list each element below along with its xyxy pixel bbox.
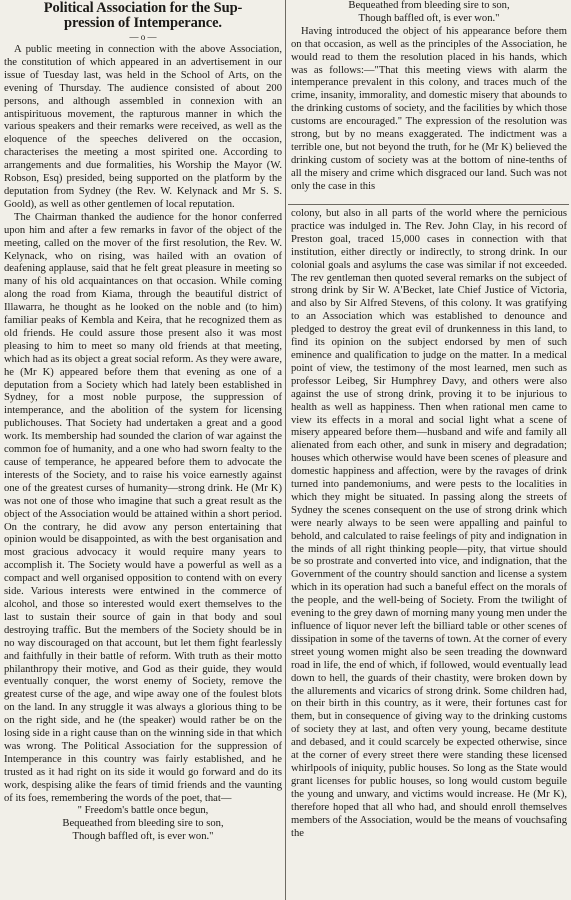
headline-line-2: pression of Intemperance. [64, 15, 222, 31]
article-headline [6, 1, 280, 31]
poem-line: " Freedom's battle once begun, [77, 805, 209, 817]
poem-line: Bequeathed from bleeding sire to son, [348, 0, 510, 11]
poem-quote-b [291, 0, 567, 26]
headline-line-1: Political Association for the Sup- [43, 0, 243, 16]
column-right-bottom [291, 208, 567, 900]
poem-quote-a [4, 805, 282, 844]
paragraph-chairman: The Chairman thanked the audience for the honor conferred upon him and after a few remarks in favor of the object of the meeting, called on the mover of the first resolution, the Rev. W. Kelynack, who on rising, was hailed with an ovation of deafening applause, said that he felt great pleasure in meeting so many of his old acquaintances on that occasion. While coming along the road from Kiama, through the beautiful district of Illawarra, he thought as he looked on the noble and (to him) familiar peaks of Kembla and Keira, that he recognized them as old friends. He could assure those present also it was most pleasing to him to meet so many old friends at that meeting, which had as its object a great social reform. As they were aware, he (Mr K) appeared before them that evening as one of a deputation from a Society which had lately been established in Sydney, for a most noble purpose, the suppression of intemperance, and the abolition of the system for licensing publichouses. That Society had undertaken a great and a good work. Its membership had sounded the clarion of war against the common foe of humanity, and a one who had sworn fealty to the cause of temperance, he appeared before them to advocate the interests of the Society, and to raise his voice earnestly against one of the greatest curses of humanity—strong drink. He (Mr K) was not one of those who imagine that such a great result as the object of the Association would be attained within a short period. On the contrary, he did avow any person entertaining that opinion would be disappointed, as with the best organisation and most gracious advocacy it would require many years to accomplish it. The Society would have a powerful as well as a compact and well organised opposition to contend with on every side. Various interests were entwined in the commerce of alcohol, and those so interested would exert themselves to the last to sustain their source of gain in that body and soul destroying traffic. But the members of the Society should be in no way discouraged on that account, but let them fight fearlessly and faithfully in their battle of reform. With truth as their motto philanthropy their motive, and God as their guide, they would eventually conquer, the worst enemy of Society, remove the greatest curse of the age, and wipe away one of the foulest blots on the land. In any struggle it was always a glorious thing to be on the right side, and he (the speaker) would rather be on the losing side in a right cause than on the winning side in that which was wrong. The Political Association for the suppression of Intemperance in this country was fairly established, and he trusted as it had right on its side it would go forward and do its work, despising alike the fears of timid friends and the vaunting of its foes, remembering the words of the poet, that— [4, 211, 282, 804]
column-right-top [291, 0, 567, 203]
poem-line: Though baffled oft, is ever won." [358, 12, 500, 24]
headline-rule: — o — [129, 32, 157, 42]
paragraph-intro: A public meeting in connection with the above Association, the constitution of which appeared in an advertisement in our issue of Tuesday last, was held in the School of Arts, on the evening of Thursday. The audience consisted of about 200 persons, and although assembled in connexion with an antispirituous movement, the rapturous manner in which the various speakers and their remarks were received, as well as the eloquence of the speeches delivered on the occasion, characterises the meeting a most spirited one. According to arrangements and due formalities, his Worship the Mayor (W. Robson, Esq) presided, being supported on the platform by the deputation from Sydney (the Rev. W. Kelynack and Mr S. S. Goold), as well as other gentlemen of local reputation. [4, 44, 282, 210]
paragraph-resolution: Having introduced the object of his appearance before them on that occasion, as well as the principles of the Association, he would read to them the resolution placed in his hands, which was as follows:—"That this meeting views with alarm the intemperance prevalent in this colony, and traces much of the crime, insanity, immorality, and domestic misery that abounds to the drinking customs of society, and the facilities by which those customs are encouraged." The expression of the resolution was strong, but by no means exaggerated. The indictment was a terrible one, but not beyond the truth, for he (Mr K) believed the drinking custom of society was at the bottom of nine-tenths of all the misery and crime which disgraced our land. Such was not only the case in this [291, 25, 567, 192]
poem-line: Bequeathed from bleeding sire to son, [62, 818, 224, 830]
paragraph-continuation: colony, but also in all parts of the world where the pernicious practice was indulged in. The Rev. John Clay, in his record of Preston goal, traced 15,000 cases in connection with that institution, either directly or indirectly, to strong drink. In our colonial goals and asylums the case was similar if not exceeded. The rev gentleman then quoted several remarks on the subject of strong drink by Sir W. A'Becket, late Chief Justice of Victoria, and also by Sir Alfred Stevens, of this colony. It was gratifying to an Association which was established to denounce and pledged to destroy the great evil of drunkenness in this land, to find its opinion on the subject endorsed by men of such eminence and qualification to judge on the matter. In a medical point of view, the testimony of the most learned, men such as professor Leibeg, Sir Humphrey Davy, and others were also against the use of strong drink, proving it to be injurious to health as well as happiness. Then when rational men came to view its effects in a moral and social light what a scene of misery appeared before them—husband and wife and family all alienated from each other, and sunk in misery and degradation; houses which otherwise would have been scenes of pleasure and domestic happiness and affection, were by the ravages of drink turned into pandemoniums, and were pests to the localities in which they might be situated. In passing along the streets of Sydney the scenes consequent on the use of strong drink which were nearly always to be seen were appalling and painful to behold, and calculated to raise feelings of pity and indignation in the minds of all right thinking people—pity, that virtue should be so prostrate and converted into vice, and indignation, that the Government of the country should sanction and license a system which in its operation had such a baneful effect on the morals of the people, and the well-being of Society. From the twilight of evening to the grey dawn of morning many young men under the influence of liquor never left the billiard table or other scenes of dissipation in some of the taverns of town. At the corner of every street young women might also be seen treading the downward road in life, the end of which, if followed, would eventually lead down to hell, the guards of their chastity, were broken down by the allurements and vicarics of strong drink. Some children had, on their birth in this country, as it were, their fortunes cast for them, but in consequence of giving way to the drinking customs of society they at last, and often very young, became destitute and debased, and it could scarcely be expected otherwise, since at the corner of every street there were standing these licensed whirlpools of iniquity, public houses. So long as the State would grant licenses for public houses, so long would custom beguile the young and unwary, and victims would increase. He (Mr K), therefore hoped that all who had, and should enroll themselves members of the Association, would be the means of vouchsafing the [291, 208, 567, 839]
poem-line: Though baffled oft, is ever won." [72, 831, 214, 843]
rule-mark: o [140, 32, 146, 42]
column-left [4, 0, 282, 900]
section-divider [288, 204, 569, 205]
column-divider [285, 0, 286, 900]
